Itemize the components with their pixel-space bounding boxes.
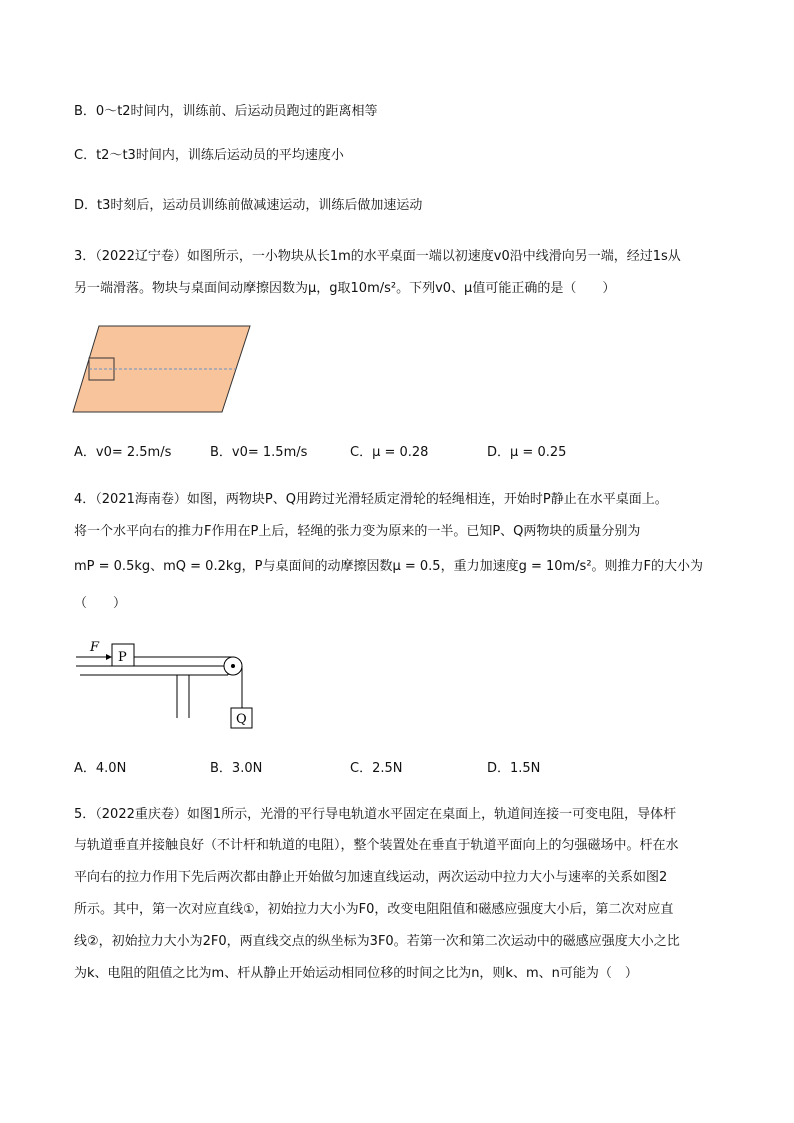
q2-option-b: B．0～t2时间内，训练前、后运动员跑过的距离相等: [74, 104, 378, 119]
q4-stem-line4: （ ）: [74, 596, 127, 611]
force-label: F: [90, 640, 100, 655]
q5-stem-line5: 线②，初始拉力大小为2F0，两直线交点的纵坐标为3F0。若第一次和第二次运动中的磁感应强度大小之比: [74, 934, 680, 949]
q3-option-b: B．v0= 1.5m/s: [210, 445, 308, 460]
q4-pulley-figure: [70, 636, 260, 736]
q5-stem-line3: 平向右的拉力作用下先后两次都由静止开始做匀加速直线运动，两次运动中拉力大小与速率的关系如图2: [74, 870, 668, 885]
q4-option-b: B．3.0N: [210, 761, 263, 776]
q4-option-a: A．4.0N: [74, 761, 127, 776]
block-q-label: Q: [236, 712, 247, 727]
q4-stem-line3: mP = 0.5kg、mQ = 0.2kg，P与桌面间的动摩擦因数μ = 0.5，重力加速度g = 10m/s²。则推力F的大小为: [74, 559, 704, 574]
block-p-label: P: [118, 650, 127, 665]
q3-option-a: A．v0= 2.5m/s: [74, 445, 172, 460]
q3-table-figure: [70, 322, 254, 416]
q3-option-d: D．μ = 0.25: [487, 445, 567, 460]
q3-option-c: C．μ = 0.28: [350, 445, 429, 460]
q5-stem-line1: 5．（2022重庆卷）如图1所示，光滑的平行导电轨道水平固定在桌面上，轨道间连接一可变电阻，导体杆: [74, 807, 677, 822]
q4-stem-line2: 将一个水平向右的推力F作用在P上后，轻绳的张力变为原来的一半。已知P、Q两物块的质量分别为: [74, 524, 641, 539]
q5-stem-line2: 与轨道垂直并接触良好（不计杆和轨道的电阻），整个装置处在垂直于轨道平面向上的匀强磁场中。杆在水: [74, 838, 679, 853]
q2-option-d: D．t3时刻后，运动员训练前做减速运动，训练后做加速运动: [74, 198, 423, 213]
q2-option-c: C．t2～t3时间内，训练后运动员的平均速度小: [74, 148, 344, 163]
q5-stem-line6: 为k、电阻的阻值之比为m、杆从静止开始运动相同位移的时间之比为n，则k、m、n可能为（ ）: [74, 966, 638, 981]
q4-stem-line1: 4．（2021海南卷）如图，两物块P、Q用跨过光滑轻质定滑轮的轻绳相连，开始时P静止在水平桌面上。: [74, 492, 668, 507]
q4-option-c: C．2.5N: [350, 761, 403, 776]
q5-stem-line4: 所示。其中，第一次对应直线①，初始拉力大小为F0，改变电阻阻值和磁感应强度大小后，第二次对应直: [74, 902, 674, 917]
q3-stem-line1: 3．（2022辽宁卷）如图所示，一小物块从长1m的水平桌面一端以初速度v0沿中线滑向另一端，经过1s从: [74, 249, 681, 264]
q3-stem-line2: 另一端滑落。物块与桌面间动摩擦因数为μ，g取10m/s²。下列v0、μ值可能正确的是（ ）: [74, 281, 616, 296]
q4-option-d: D．1.5N: [487, 761, 541, 776]
